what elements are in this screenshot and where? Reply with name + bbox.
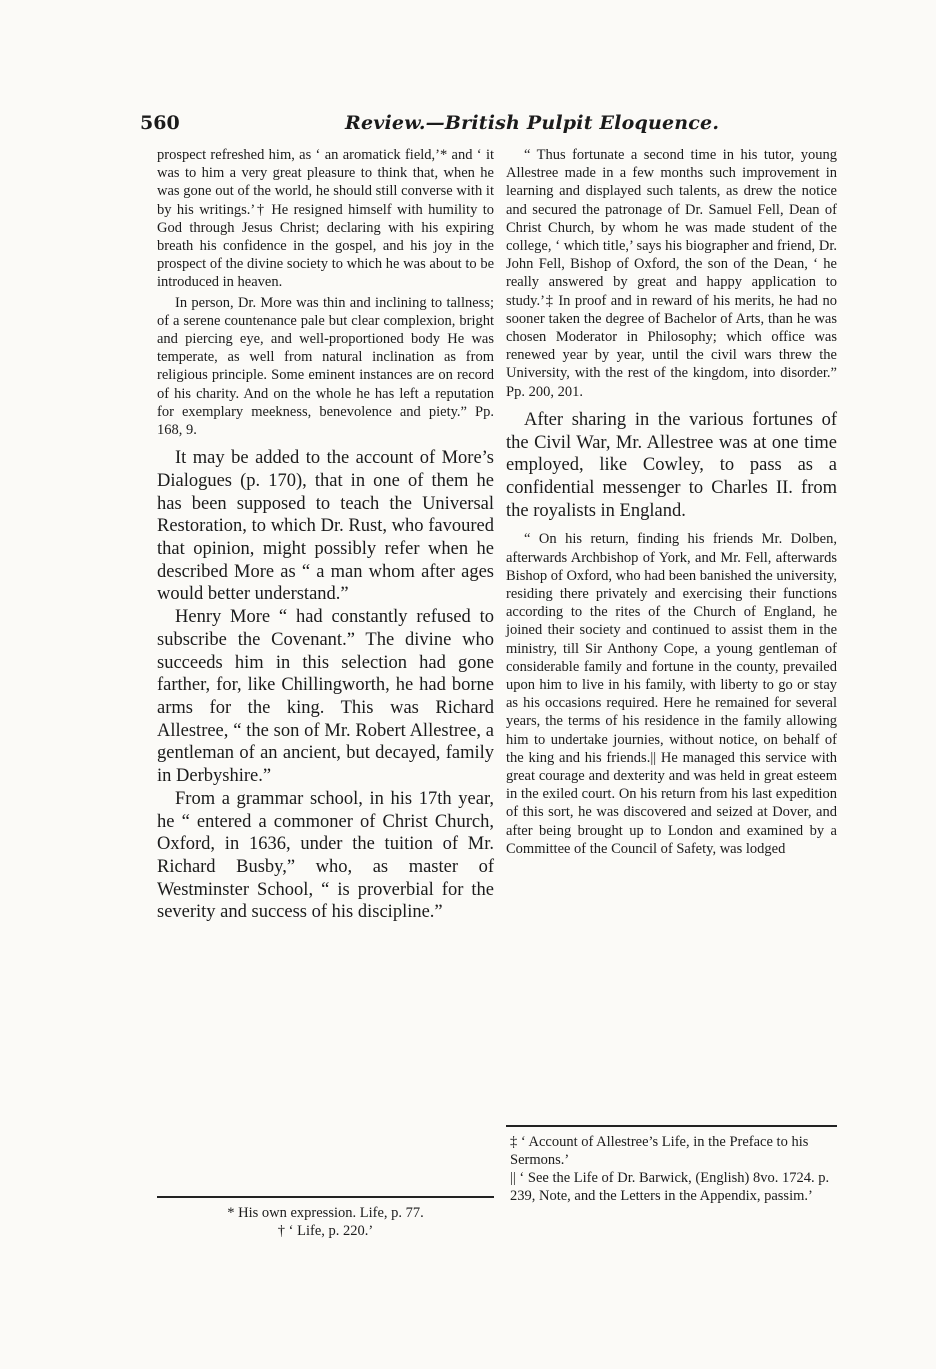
quote-fortunate-tutor: “ Thus fortunate a second time in his tutor, young Allestree made in a few months such improvement in learning and displayed such talents, as drew the notice and secured the patronage of Dr. Samuel Fell, Dean of Christ Church, by whom he was made student of the college, ‘ which title,’ says his biographer and friend, Dr. John Fell, Bishop of Oxford, the son of the Dean, ‘ he really answered by great and happy application to study.’‡ In proof and in reward of his merits, he had no sooner taken the degree of Bachelor of Arts, than he was chosen Moderator in Philosophy; which office was renewed year by year, until the civil wars threw the University, with the rest of the kingdom, into disorder.” Pp. 200, 201. <box>506 147 837 400</box>
left-column <box>157 146 494 924</box>
quote-person-description: In person, Dr. More was thin and inclining to tallness; of a serene countenance pale but clear complexion, bright and piercing eye, and well-proportioned body He was temperate, as well from natural inclination as from religious principle. Some eminent instances are on record of his charity. And on the whole he has left a reputation for exemplary meekness, benevolence and piety.” Pp. 168, 9. <box>157 294 494 439</box>
footnote-account-allestree: ‡ ‘ Account of Allestree’s Life, in the Preface to his Sermons.’ <box>510 1134 809 1168</box>
quote-continuation: prospect refreshed him, as ‘ an aromatick field,’* and ‘ it was to him a very great pleasure to think that, when he was gone out of the world, he should still converse with it by his writings.’† He resigned himself with humility to God through Jesus Christ; declaring with his expiring breath his confidence in the gospel, and his joy in the prospect of the divine society to which he was about to be introduced in heaven. <box>157 147 494 291</box>
paragraph-dialogues: It may be added to the account of More’s Dialogues (p. 170), that in one of them he has been supposed to teach the Universal Restoration, to which Dr. Rust, who favoured that opinion, might possibly refer when he described More as “ a man whom after ages would better understand.” <box>157 448 494 605</box>
footnote-life-barwick: || ‘ See the Life of Dr. Barwick, (English) 8vo. 1724. p. 239, Note, and the Letters in the Appendix, passim.’ <box>510 1170 830 1204</box>
footnote-life-220: † ‘ Life, p. 220.’ <box>277 1223 374 1239</box>
running-title: Review.—British Pulpit Eloquence. <box>345 112 720 134</box>
quote-on-his-return: “ On his return, finding his friends Mr. Dolben, afterwards Archbishop of York, and Mr. Fell, afterwards Bishop of Oxford, who had been banished the university, residing there privately and exercising their functions according to the rites of the Church of England, he joined their society and continued to assist them in the ministry, till Sir Anthony Cope, a young gentleman of considerable family and fortune in the county, prevailed upon him to live in his family, with liberty to go or stay as his occasions required. Here he remained for several years, the terms of his residence in the family allowing him to undertake journies, without notice, on behalf of the king and his friends.|| He managed this service with great courage and dexterity and was held in great esteem in the exiled court. On his return from his last expedition of this sort, he was discovered and seized at Dover, and after being brought up to London and examined by a Committee of the Council of Safety, was lodged <box>506 531 837 857</box>
page-header <box>140 112 840 142</box>
paragraph-grammar-school: From a grammar school, in his 17th year, he “ entered a commoner of Christ Church, Oxford, in 1636, under the tuition of Mr. Richard Busby,” who, as master of Westminster School, “ is proverbial for the severity and success of his discipline.” <box>157 788 494 923</box>
right-column <box>506 146 837 858</box>
footnotes-left <box>157 1196 494 1240</box>
page-number: 560 <box>140 112 180 134</box>
footnotes-right <box>506 1125 837 1205</box>
paragraph-covenant: Henry More “ had constantly refused to subscribe the Covenant.” The divine who succeeds him in this selection had gone farther, for, like Chillingworth, he had borne arms for the king. This was Richard Allestree, “ the son of Mr. Robert Allestree, a gentleman of an ancient, but decayed, family in Derbyshire.” <box>157 607 494 787</box>
footnote-own-expression: * His own expression. Life, p. 77. <box>227 1205 424 1221</box>
footnote-rule-left <box>157 1196 494 1198</box>
paragraph-civil-war: After sharing in the various fortunes of the Civil War, Mr. Allestree was at one time employed, like Cowley, to pass as a confidential messenger to Charles II. from the royalists in England. <box>506 409 837 521</box>
footnote-rule-right <box>506 1125 837 1127</box>
